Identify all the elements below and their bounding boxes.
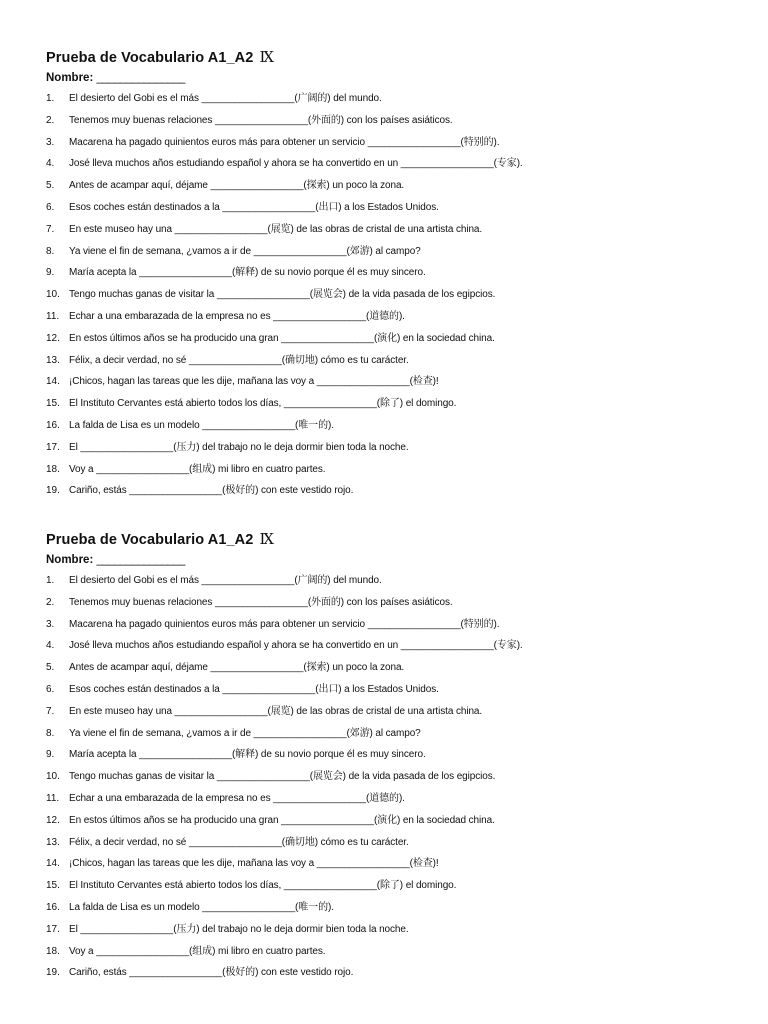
question-text: Macarena ha pagado quinientos euros más para obtener un servicio _________________(特别的). [69, 618, 500, 630]
question-number: 1. [46, 575, 55, 586]
question-item [46, 592, 746, 614]
question-number: 17. [46, 441, 60, 453]
question-number: 3. [46, 136, 55, 148]
question-text: María acepta la _________________(解释) de su novio porque él es muy sincero. [69, 749, 426, 761]
question-item [46, 132, 746, 154]
question-text: Ya viene el fin de semana, ¿vamos a ir de _________________(郊游) al campo? [69, 727, 421, 739]
question-item [46, 110, 746, 132]
question-text: Tenemos muy buenas relaciones _________________(外面的) con los países asiáticos. [69, 114, 453, 126]
question-list [46, 88, 746, 502]
question-number: 17. [46, 923, 60, 935]
question-text: Antes de acampar aquí, déjame _________________(探索) un poco la zona. [69, 180, 405, 192]
question-item [46, 175, 746, 197]
question-text: Macarena ha pagado quinientos euros más para obtener un servicio _________________(特别的). [69, 136, 500, 148]
question-number: 5. [46, 662, 55, 674]
question-text: La falda de Lisa es un modelo _________________(唯一的). [69, 901, 334, 913]
question-number: 13. [46, 836, 60, 848]
question-item [46, 853, 746, 875]
question-item [46, 328, 746, 350]
question-text: José lleva muchos años estudiando español y ahora se ha convertido en un _________________(专家). [69, 640, 523, 652]
question-number: 7. [46, 705, 55, 717]
question-item [46, 262, 746, 284]
question-item [46, 875, 746, 897]
question-item [46, 701, 746, 723]
question-item [46, 941, 746, 963]
quiz-title-text: Prueba de Vocabulario A1_A2 [46, 532, 254, 548]
question-text: El desierto del Gobi es el más _________________(广阔的) del mundo. [69, 93, 382, 104]
question-number: 18. [46, 945, 60, 957]
question-number: 19. [46, 485, 60, 497]
question-text: ¡Chicos, hagan las tareas que les dije, mañana las voy a _________________(检查)! [69, 376, 439, 388]
name-label: Nombre: [46, 554, 94, 566]
question-number: 9. [46, 267, 55, 279]
question-item [46, 766, 746, 788]
question-item [46, 962, 746, 984]
quiz-block-2 [46, 528, 746, 984]
question-text: En estos últimos años se ha producido una gran _________________(演化) en la sociedad china. [69, 332, 495, 344]
question-text: María acepta la _________________(解释) de su novio porque él es muy sincero. [69, 267, 426, 279]
question-item [46, 88, 746, 110]
question-text: El Instituto Cervantes está abierto todos los días, _________________(除了) el domingo. [69, 398, 457, 410]
question-text: El _________________(压力) del trabajo no le deja dormir bien toda la noche. [69, 441, 409, 453]
question-number: 11. [46, 792, 60, 804]
question-text: Tengo muchas ganas de visitar la _________________(展览会) de la vida pasada de los egipcios. [69, 289, 496, 301]
question-item [46, 153, 746, 175]
question-number: 10. [46, 771, 60, 783]
question-list [46, 570, 746, 984]
question-text: En este museo hay una _________________(展览) de las obras de cristal de una artista china. [69, 223, 483, 235]
question-text: El Instituto Cervantes está abierto todos los días, _________________(除了) el domingo. [69, 880, 457, 892]
quiz-title [46, 46, 746, 68]
question-number: 6. [46, 201, 55, 213]
question-item [46, 241, 746, 263]
question-number: 6. [46, 683, 55, 695]
question-text: Antes de acampar aquí, déjame _________________(探索) un poco la zona. [69, 662, 405, 674]
question-number: 4. [46, 640, 55, 652]
question-item [46, 437, 746, 459]
question-text: Echar a una embarazada de la empresa no es _________________(道德的). [69, 310, 405, 322]
question-item [46, 459, 746, 481]
question-item [46, 897, 746, 919]
question-text: Félix, a decir verdad, no sé _________________(确切地) cómo es tu carácter. [69, 354, 409, 366]
question-number: 19. [46, 967, 60, 979]
question-number: 8. [46, 727, 55, 739]
question-text: En este museo hay una _________________(展览) de las obras de cristal de una artista china. [69, 705, 483, 717]
question-number: 15. [46, 398, 60, 410]
question-number: 10. [46, 289, 60, 301]
quiz-block-1 [46, 46, 746, 502]
question-item [46, 415, 746, 437]
question-item [46, 832, 746, 854]
question-number: 12. [46, 814, 60, 826]
question-item [46, 284, 746, 306]
question-item [46, 744, 746, 766]
question-text: En estos últimos años se ha producido una gran _________________(演化) en la sociedad china. [69, 814, 495, 826]
question-item [46, 350, 746, 372]
question-item [46, 679, 746, 701]
question-number: 5. [46, 180, 55, 192]
question-item [46, 306, 746, 328]
name-label: Nombre: [46, 72, 94, 84]
quiz-title-text: Prueba de Vocabulario A1_A2 [46, 50, 254, 66]
question-item [46, 393, 746, 415]
quiz-title [46, 528, 746, 550]
question-number: 14. [46, 376, 60, 388]
question-item [46, 197, 746, 219]
question-number: 13. [46, 354, 60, 366]
question-item [46, 788, 746, 810]
question-text: El desierto del Gobi es el más _________________(广阔的) del mundo. [69, 575, 382, 586]
question-number: 8. [46, 245, 55, 257]
question-text: Tengo muchas ganas de visitar la _________________(展览会) de la vida pasada de los egipcios. [69, 771, 496, 783]
question-item [46, 614, 746, 636]
question-item [46, 480, 746, 502]
question-item [46, 570, 746, 592]
question-text: José lleva muchos años estudiando español y ahora se ha convertido en un _________________(专家). [69, 158, 523, 170]
quiz-title-numeral: Ⅸ [259, 48, 275, 66]
question-item [46, 635, 746, 657]
question-number: 15. [46, 880, 60, 892]
question-text: La falda de Lisa es un modelo _________________(唯一的). [69, 419, 334, 431]
question-number: 7. [46, 223, 55, 235]
question-number: 4. [46, 158, 55, 170]
question-text: Ya viene el fin de semana, ¿vamos a ir de _________________(郊游) al campo? [69, 245, 421, 257]
question-text: Félix, a decir verdad, no sé _________________(确切地) cómo es tu carácter. [69, 836, 409, 848]
question-text: Esos coches están destinados a la _________________(出口) a los Estados Unidos. [69, 683, 439, 695]
question-number: 1. [46, 93, 55, 104]
question-number: 18. [46, 463, 60, 475]
question-text: Voy a _________________(组成) mi libro en cuatro partes. [69, 945, 326, 957]
question-number: 16. [46, 419, 60, 431]
name-blank: _______________ [96, 554, 185, 566]
question-item [46, 810, 746, 832]
question-number: 3. [46, 618, 55, 630]
name-row [46, 68, 746, 88]
question-text: Esos coches están destinados a la _________________(出口) a los Estados Unidos. [69, 201, 439, 213]
question-number: 11. [46, 310, 60, 322]
question-item [46, 657, 746, 679]
question-number: 12. [46, 332, 60, 344]
question-number: 14. [46, 858, 60, 870]
question-text: ¡Chicos, hagan las tareas que les dije, mañana las voy a _________________(检查)! [69, 858, 439, 870]
question-text: Voy a _________________(组成) mi libro en cuatro partes. [69, 463, 326, 475]
question-text: Cariño, estás _________________(极好的) con este vestido rojo. [69, 967, 354, 979]
question-number: 2. [46, 596, 55, 608]
question-text: Echar a una embarazada de la empresa no es _________________(道德的). [69, 792, 405, 804]
question-item [46, 371, 746, 393]
quiz-title-numeral: Ⅸ [259, 530, 275, 548]
question-item [46, 919, 746, 941]
question-text: Tenemos muy buenas relaciones _________________(外面的) con los países asiáticos. [69, 596, 453, 608]
name-blank: _______________ [96, 72, 185, 84]
question-text: Cariño, estás _________________(极好的) con este vestido rojo. [69, 485, 354, 497]
question-number: 16. [46, 901, 60, 913]
question-text: El _________________(压力) del trabajo no le deja dormir bien toda la noche. [69, 923, 409, 935]
name-row [46, 550, 746, 570]
question-number: 9. [46, 749, 55, 761]
question-number: 2. [46, 114, 55, 126]
question-item [46, 219, 746, 241]
question-item [46, 723, 746, 745]
